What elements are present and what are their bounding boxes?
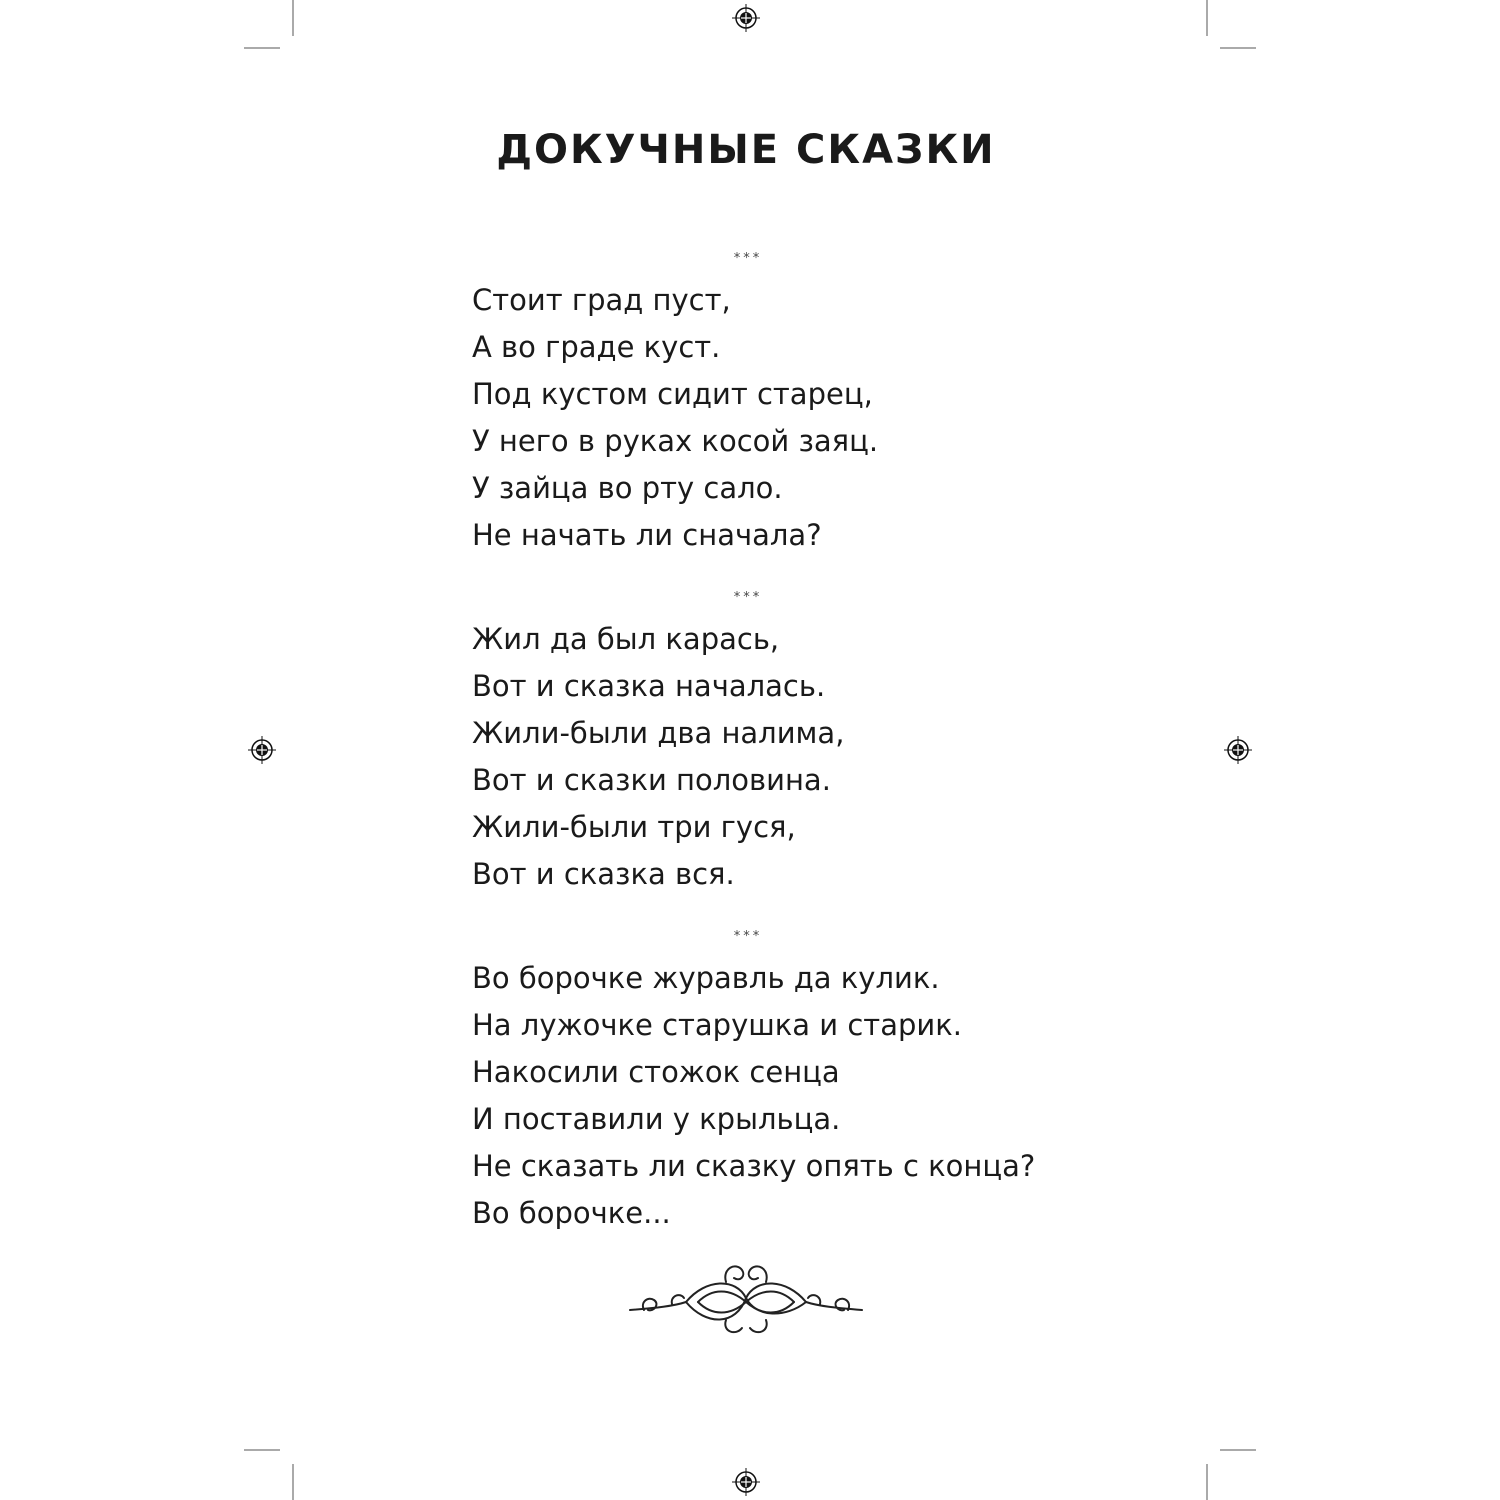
- crop-mark-bottom-right-horizontal: [1220, 1448, 1256, 1452]
- flourish-ornament-icon: [626, 1258, 866, 1338]
- poem-2-line-4: Вот и сказки половина.: [472, 763, 831, 797]
- registration-mark-bottom-icon: [732, 1468, 760, 1496]
- registration-mark-top-icon: [732, 4, 760, 32]
- poem-1-line-4: У него в руках косой заяц.: [472, 424, 879, 458]
- poem-1-line-3: Под кустом сидит старец,: [472, 377, 873, 411]
- crop-mark-top-right-vertical: [1204, 0, 1210, 36]
- poem-3-line-3: Накосили стожок сенца: [472, 1055, 840, 1089]
- crop-mark-top-left-horizontal: [244, 46, 280, 50]
- separator-stars-3: ***: [733, 929, 763, 944]
- poem-3-line-4: И поставили у крыльца.: [472, 1102, 841, 1136]
- poem-2-line-3: Жили-были два налима,: [472, 716, 845, 750]
- poem-3-line-5: Не сказать ли сказку опять с конца?: [472, 1149, 1036, 1183]
- poem-1-line-1: Стоит град пуст,: [472, 283, 731, 317]
- crop-mark-bottom-left-vertical: [290, 1464, 296, 1500]
- poem-3-line-6: Во борочке...: [472, 1196, 671, 1230]
- poem-3-line-2: На лужочке старушка и старик.: [472, 1008, 962, 1042]
- registration-mark-left-icon: [248, 736, 276, 764]
- registration-mark-right-icon: [1224, 736, 1252, 764]
- crop-mark-bottom-right-vertical: [1204, 1464, 1210, 1500]
- poem-1-line-2: А во граде куст.: [472, 330, 721, 364]
- poem-2-line-2: Вот и сказка началась.: [472, 669, 826, 703]
- poem-1-line-6: Не начать ли сначала?: [472, 518, 822, 552]
- crop-mark-top-left-vertical: [290, 0, 296, 36]
- separator-stars-1: ***: [733, 251, 763, 266]
- poem-2-line-6: Вот и сказка вся.: [472, 857, 735, 891]
- poem-2-line-5: Жили-были три гуся,: [472, 810, 796, 844]
- crop-mark-bottom-left-horizontal: [244, 1448, 280, 1452]
- poem-2-line-1: Жил да был карась,: [472, 622, 780, 656]
- poem-3-line-1: Во борочке журавль да кулик.: [472, 961, 940, 995]
- crop-mark-top-right-horizontal: [1220, 46, 1256, 50]
- separator-stars-2: ***: [733, 590, 763, 605]
- poem-1-line-5: У зайца во рту сало.: [472, 471, 783, 505]
- page-title: ДОКУЧНЫЕ СКАЗКИ: [496, 127, 996, 173]
